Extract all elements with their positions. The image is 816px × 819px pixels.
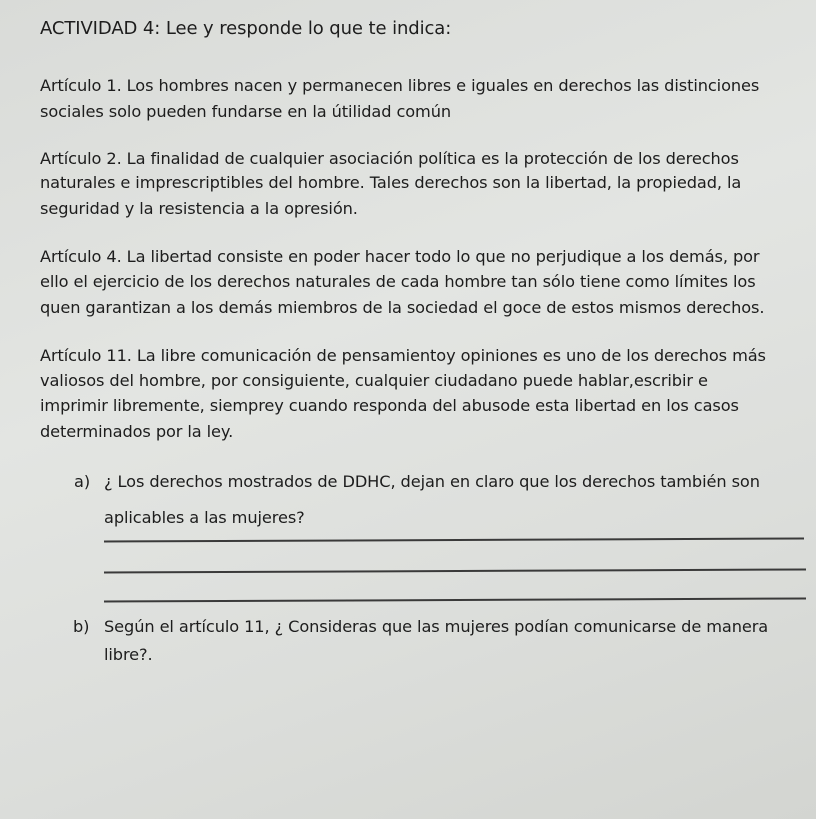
article-1-line-2: sociales solo pueden fundarse en la útilidad común	[40, 102, 452, 121]
question-b-line-1: Según el artículo 11, ¿ Consideras que las mujeres podían comunicarse de manera	[104, 617, 769, 636]
article-11-line-1: Artículo 11. La libre comunicación de pensamientoy opiniones es uno de los derechos más	[40, 346, 766, 365]
question-a-line-2: aplicables a las mujeres?	[104, 508, 305, 527]
question-b-marker: b)	[73, 617, 90, 636]
article-11-line-3: imprimir libremente, siemprey cuando responda del abusode esta libertad en los casos	[40, 396, 739, 415]
activity-title: ACTIVIDAD 4: Lee y responde lo que te indica:	[40, 18, 452, 39]
article-4-line-3: quen garantizan a los demás miembros de la sociedad el goce de estos mismos derechos.	[40, 298, 765, 317]
answer-line-3[interactable]	[104, 597, 806, 602]
article-2-line-3: seguridad y la resistencia a la opresión.	[40, 199, 358, 218]
question-b-line-2: libre?.	[104, 645, 153, 664]
answer-line-2[interactable]	[104, 568, 806, 573]
article-4-line-2: ello el ejercicio de los derechos naturales de cada hombre tan sólo tiene como límites los	[40, 272, 756, 291]
article-11-line-4: determinados por la ley.	[40, 422, 234, 441]
article-11-line-2: valiosos del hombre, por consiguiente, cualquier ciudadano puede hablar,escribir e	[40, 371, 708, 390]
article-1-line-1: Artículo 1. Los hombres nacen y permanecen libres e iguales en derechos las distinciones	[40, 76, 760, 95]
question-a-line-1: ¿ Los derechos mostrados de DDHC, dejan en claro que los derechos también son	[104, 472, 760, 491]
article-2-line-1: Artículo 2. La finalidad de cualquier asociación política es la protección de los derechos	[40, 149, 739, 168]
article-4-line-1: Artículo 4. La libertad consiste en poder hacer todo lo que no perjudique a los demás, por	[40, 247, 760, 266]
article-2-line-2: naturales e imprescriptibles del hombre. Tales derechos son la libertad, la propiedad, la	[40, 173, 742, 192]
question-a-marker: a)	[74, 472, 91, 491]
answer-line-1[interactable]	[104, 537, 804, 542]
